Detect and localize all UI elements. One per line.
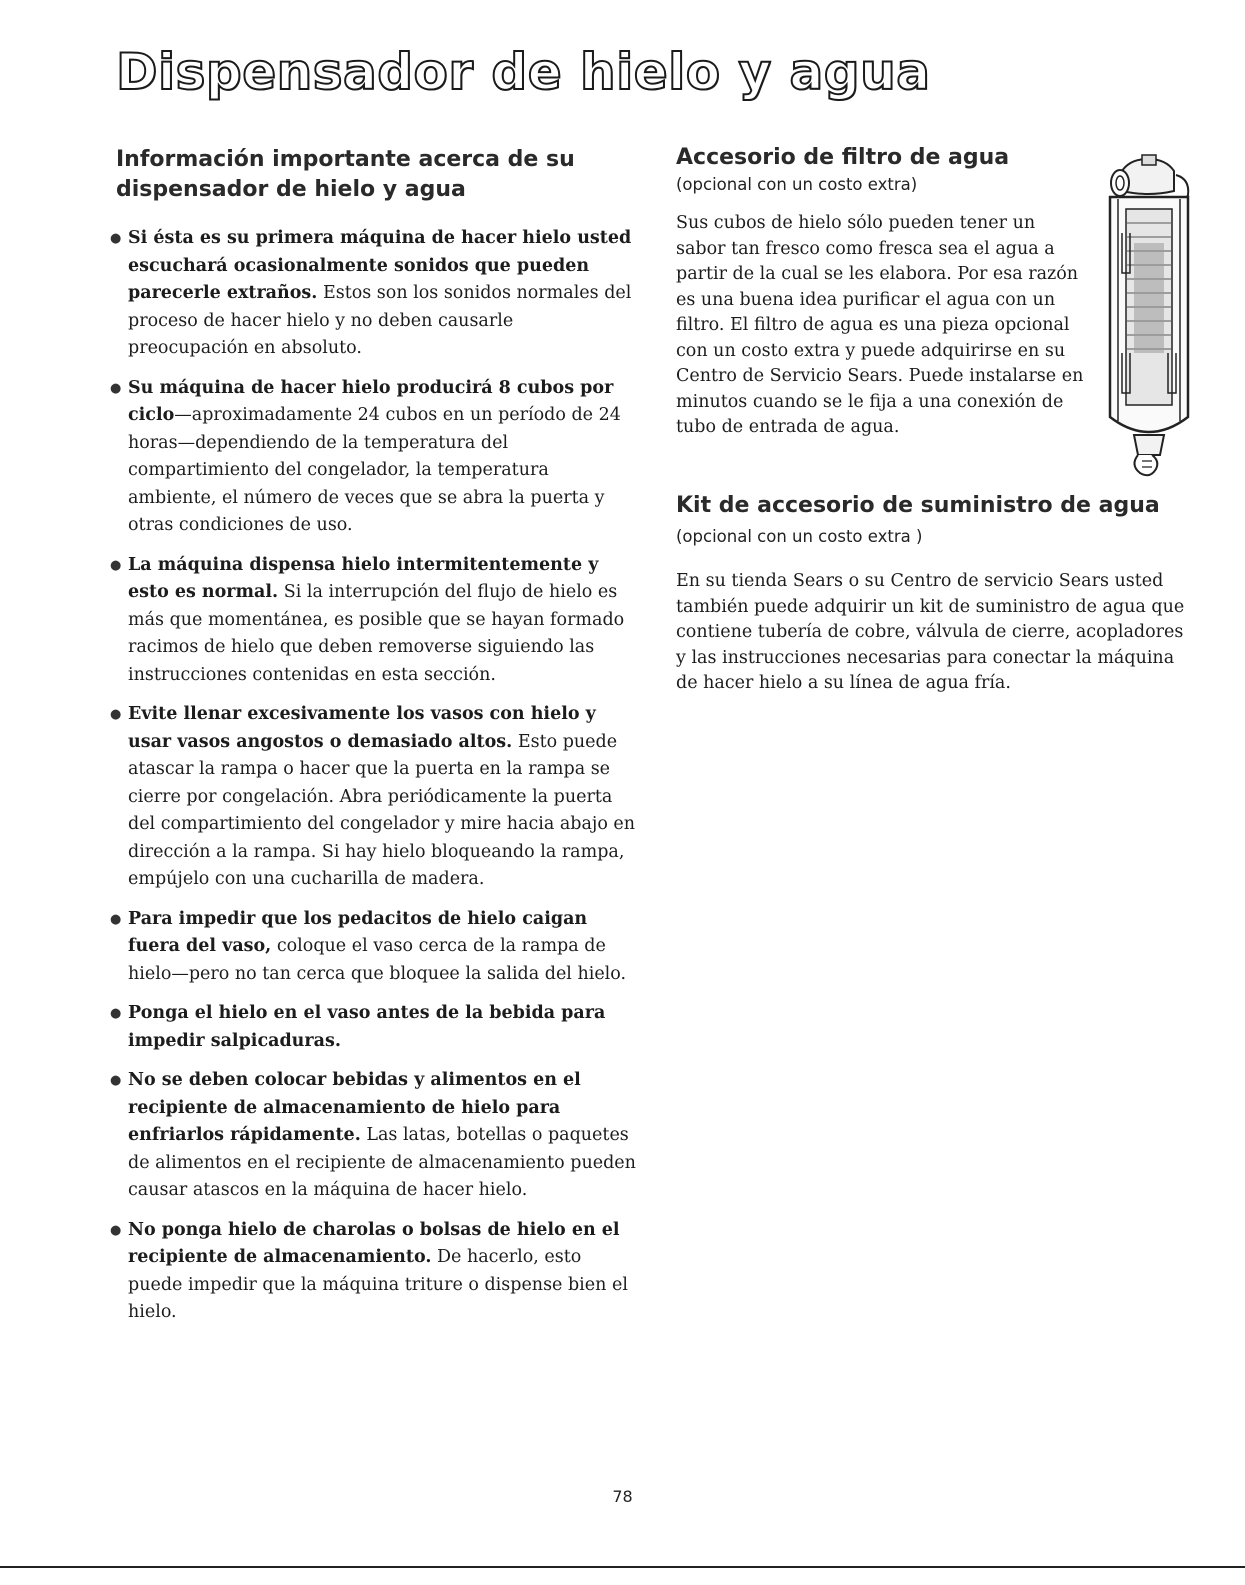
bullet-lead: Su máquina de hacer hielo producirá 8 cubos por ciclo (128, 377, 614, 425)
page-number: 78 (612, 1487, 633, 1506)
water-filter-section (676, 143, 1186, 483)
right-column (676, 143, 1186, 697)
bullet-lead: Ponga el hielo en el vaso antes de la bebida para impedir salpicaduras. (128, 1003, 606, 1051)
bullet-text: Si la interrupción del flujo de hielo es más que momentánea, es posible que se hayan formado racimos de hielo que deben removerse siguiendo las instrucciones contenidas en esta sección. (128, 582, 625, 685)
supply-kit-section (676, 491, 1186, 697)
water-filter-illustration (1104, 153, 1194, 483)
bullet-icon: ● (110, 707, 122, 722)
bullet-lead: La máquina dispensa hielo intermitentemente y esto es normal. (128, 554, 599, 602)
important-info-heading: Información importante acerca de su dispensador de hielo y agua (116, 147, 575, 202)
bullet-text: Estos son los sonidos normales del proceso de hacer hielo y no deben causarle preocupación en absoluto. (128, 283, 632, 358)
list-item (110, 1217, 636, 1327)
left-column (110, 145, 636, 1339)
water-filter-subheading: (opcional con un costo extra) (676, 175, 918, 194)
supply-kit-heading-text: Kit de accesorio de suministro de agua (676, 493, 1160, 518)
water-filter-heading: Accesorio de filtro de agua (676, 145, 1010, 170)
bullet-text: Esto puede atascar la rampa o hacer que la puerta en la rampa se cierre por congelación. Abra periódicamente la puerta del compartimiento del congelador y mire hacia abajo en dirección a la rampa. Si hay hielo bloqueando la rampa, empújelo con una cucharilla de madera. (128, 731, 636, 889)
bullet-icon: ● (110, 557, 122, 573)
bullet-icon: ● (110, 1073, 122, 1088)
bullet-icon: ● (110, 911, 122, 927)
bullet-icon: ● (110, 1006, 122, 1021)
bullet-lead: No ponga hielo de charolas o bolsas de hielo en el recipiente de almacenamiento. (128, 1219, 620, 1267)
bullet-text: Las latas, botellas o paquetes de alimentos en el recipiente de almacenamiento pueden causar atascos en la máquina de hacer hielo. (128, 1125, 636, 1200)
list-item (110, 1067, 636, 1205)
supply-kit-subheading: (opcional con un costo extra ) (676, 527, 923, 546)
list-item (110, 701, 636, 894)
list-item (110, 375, 636, 540)
bullet-text: —aproximadamente 24 cubos en un período de 24 horas—dependiendo de la temperatura del compartimiento del congelador, la temperatura ambiente, el número de veces que se abra la puerta y otras condiciones de uso. (128, 405, 621, 535)
bullet-icon: ● (110, 231, 122, 246)
bullet-lead: Si ésta es su primera máquina de hacer hielo usted escuchará ocasionalmente sonidos que pueden parecerle extraños. (128, 228, 632, 303)
bullet-lead: No se deben colocar bebidas y alimentos en el recipiente de almacenamiento de hielo para enfriarlos rápidamente. (128, 1070, 581, 1145)
page-title: Dispensador de hielo y agua (116, 43, 931, 101)
bullet-text: De hacerlo, esto puede impedir que la máquina triture o dispense bien el hielo. (128, 1247, 628, 1322)
bullet-icon: ● (110, 380, 122, 396)
list-item (110, 1000, 636, 1055)
bullet-icon: ● (110, 1222, 122, 1238)
supply-kit-heading (676, 491, 1186, 551)
bullet-text: coloque el vaso cerca de la rampa de hielo—pero no tan cerca que bloquee la salida del hielo. (128, 936, 627, 984)
bullet-lead: Evite llenar excesivamente los vasos con hielo y usar vasos angostos o demasiado altos. (128, 704, 596, 752)
water-filter-paragraph: Sus cubos de hielo sólo pueden tener un sabor tan fresco como fresca sea el agua a partir de la cual se les elabora. Por esa razón es una buena idea purificar el agua con un filtro. El filtro de agua es una pieza opcional con un costo extra y puede adquirirse en su Centro de Servicio Sears. Puede instalarse en minutos cuando se le fija a una conexión de tubo de entrada de agua. (676, 213, 1084, 437)
list-item (110, 906, 636, 989)
important-info-list (110, 225, 636, 1327)
supply-kit-paragraph: En su tienda Sears o su Centro de servicio Sears usted también puede adquirir un kit de suministro de agua que contiene tubería de cobre, válvula de cierre, acopladores y las instrucciones necesarias para conectar la máquina de hacer hielo a su línea de agua fría. (676, 571, 1185, 693)
bullet-lead: Para impedir que los pedacitos de hielo caigan fuera del vaso, (128, 908, 588, 956)
list-item (110, 552, 636, 690)
bottom-divider (0, 1566, 1245, 1568)
list-item (110, 225, 636, 363)
